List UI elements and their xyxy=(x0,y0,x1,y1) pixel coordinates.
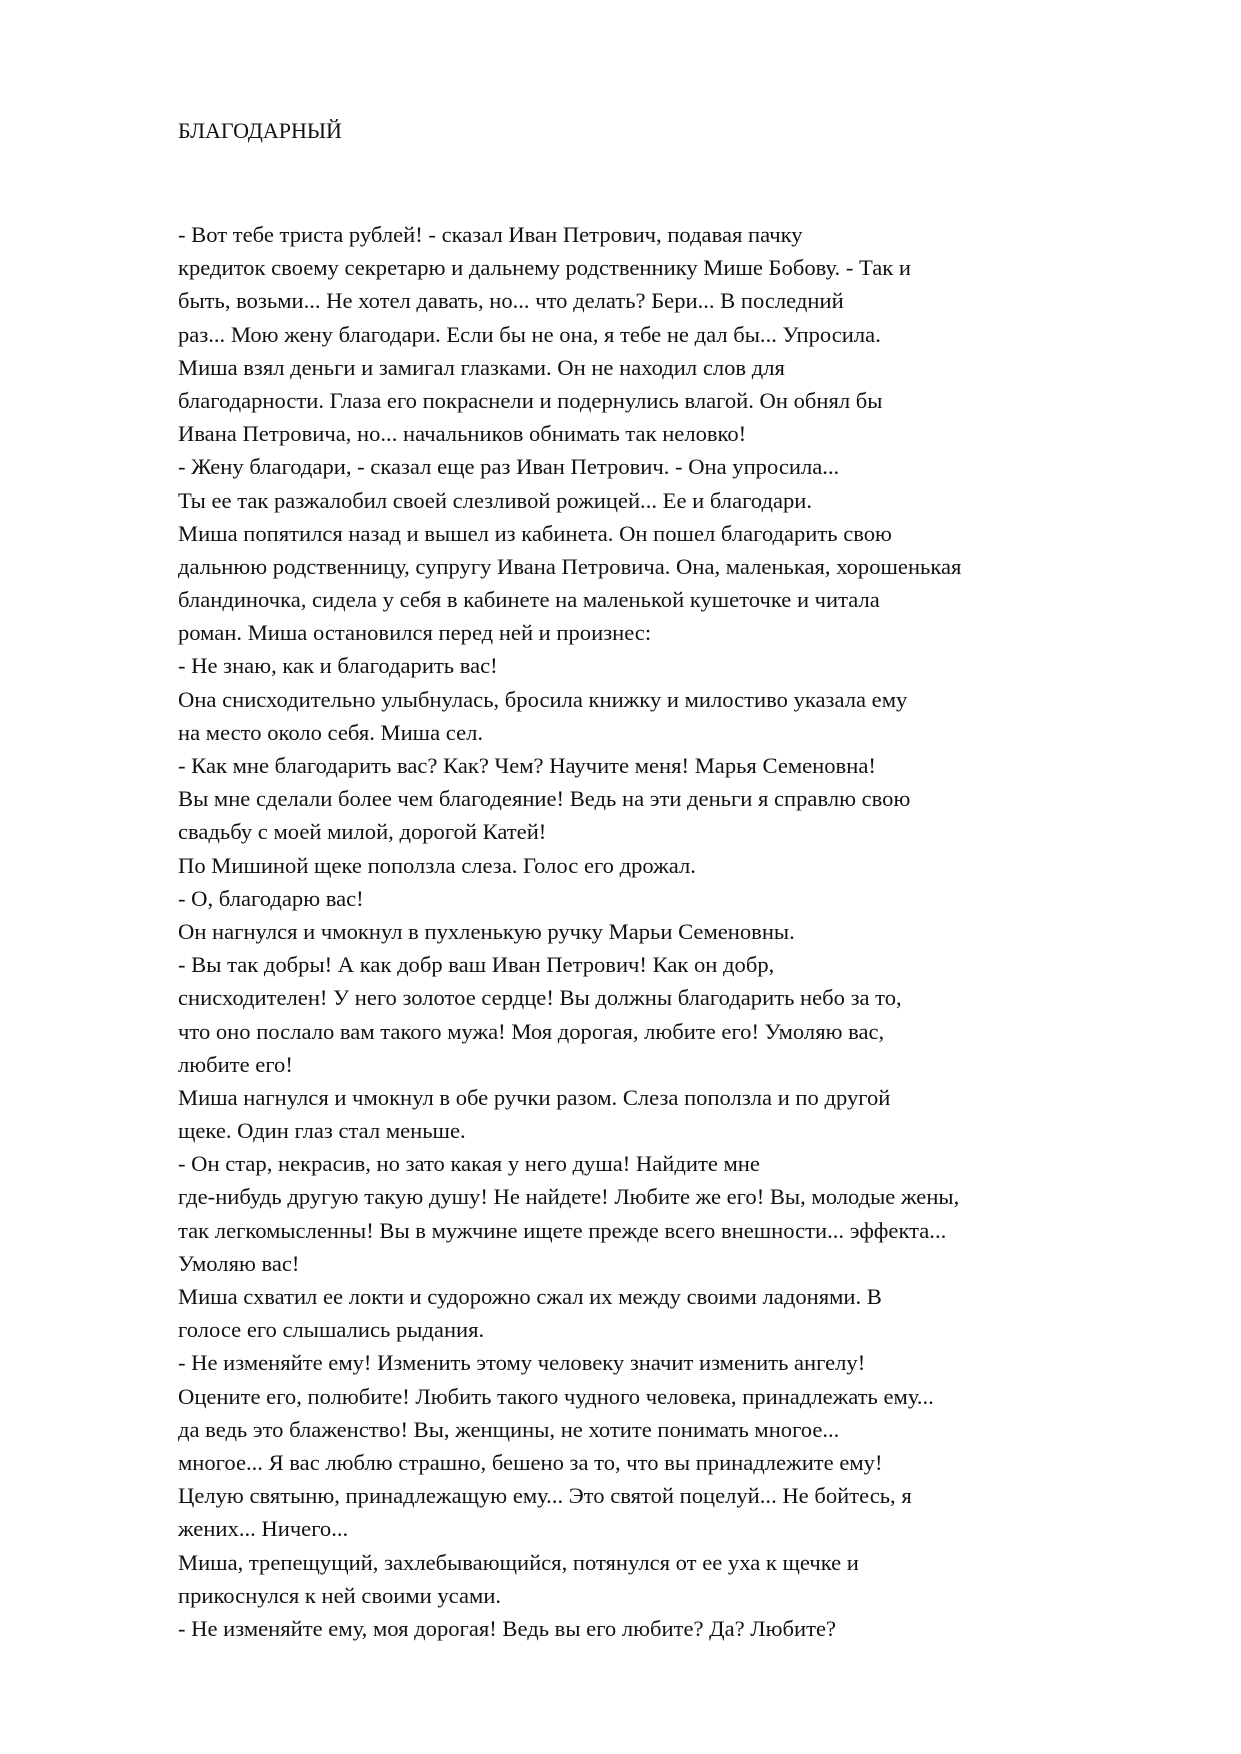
text-line: Миша попятился назад и вышел из кабинета. Он пошел благодарить свою xyxy=(178,520,892,546)
text-line: Миша схватил ее локти и судорожно сжал их между своими ладонями. В xyxy=(178,1284,882,1309)
text-line: Вы мне сделали более чем благодеяние! Ведь на эти деньги я справлю свою xyxy=(178,786,911,812)
text-line: снисходителен! У него золотое сердце! Вы должны благодарить небо за то, xyxy=(178,985,902,1011)
text-line: - О, благодарю вас! xyxy=(178,885,364,911)
text-line: любите его! xyxy=(178,1051,293,1077)
text-line: да ведь это блаженство! Вы, женщины, не хотите понимать многое... xyxy=(178,1416,840,1442)
text-line: Она снисходительно улыбнулась, бросила книжку и милостиво указала ему xyxy=(178,686,908,712)
text-line: Умоляю вас! xyxy=(178,1250,300,1276)
text-line: свадьбу с моей милой, дорогой Катей! xyxy=(178,819,547,845)
text-line: Миша, трепещущий, захлебывающийся, потянулся от ее уха к щечке и xyxy=(178,1549,859,1575)
text-line: Оцените его, полюбите! Любить такого чудного человека, принадлежать ему... xyxy=(178,1383,934,1409)
text-line: так легкомысленны! Вы в мужчине ищете прежде всего внешности... эффекта... xyxy=(178,1217,947,1243)
text-line: Ты ее так разжалобил своей слезливой рожицей... Ее и благодари. xyxy=(178,487,813,513)
text-line: быть, возьми... Не хотел давать, но... что делать? Бери... В последний xyxy=(178,288,844,314)
text-line: раз... Мою жену благодари. Если бы не она, я тебе не дал бы... Упросила. xyxy=(178,321,881,347)
text-line: - Не знаю, как и благодарить вас! xyxy=(178,653,498,679)
text-line: кредиток своему секретарю и дальнему родственнику Мише Бобову. - Так и xyxy=(178,255,911,281)
text-line: роман. Миша остановился перед ней и произнес: xyxy=(178,620,652,646)
text-line: - Как мне благодарить вас? Как? Чем? Научите меня! Марья Семеновна! xyxy=(178,753,876,778)
text-line: голосе его слышались рыдания. xyxy=(178,1317,485,1343)
story-title: БЛАГОДАРНЫЙ xyxy=(178,118,342,143)
text-line: - Вы так добры! А как добр ваш Иван Петрович! Как он добр, xyxy=(178,952,775,978)
text-line: - Он стар, некрасив, но зато какая у него душа! Найдите мне xyxy=(178,1151,760,1177)
text-line: что оно послало вам такого мужа! Моя дорогая, любите его! Умоляю вас, xyxy=(178,1018,885,1044)
text-line: - Вот тебе триста рублей! - сказал Иван Петрович, подавая пачку xyxy=(178,222,803,247)
text-line: - Не изменяйте ему! Изменить этому человеку значит изменить ангелу! xyxy=(178,1350,866,1376)
text-line: - Жену благодари, - сказал еще раз Иван Петрович. - Она упросила... xyxy=(178,454,840,480)
story-body xyxy=(178,218,1078,1645)
text-line: Миша нагнулся и чмокнул в обе ручки разом. Слеза поползла и по другой xyxy=(178,1084,891,1110)
text-line: Ивана Петровича, но... начальников обнимать так неловко! xyxy=(178,421,747,447)
text-line: дальнюю родственницу, супругу Ивана Петровича. Она, маленькая, хорошенькая xyxy=(178,553,962,579)
text-line: щеке. Один глаз стал меньше. xyxy=(178,1118,466,1144)
text-line: По Мишиной щеке поползла слеза. Голос его дрожал. xyxy=(178,852,696,878)
text-line: прикоснулся к ней своими усами. xyxy=(178,1582,502,1608)
text-line: Он нагнулся и чмокнул в пухленькую ручку Марьи Семеновны. xyxy=(178,918,795,944)
text-line: Целую святыню, принадлежащую ему... Это святой поцелуй... Не бойтесь, я xyxy=(178,1483,912,1509)
text-line: многое... Я вас люблю страшно, бешено за то, что вы принадлежите ему! xyxy=(178,1449,883,1475)
text-line: бландиночка, сидела у себя в кабинете на маленькой кушеточке и читала xyxy=(178,587,880,613)
text-line: жених... Ничего... xyxy=(178,1516,349,1542)
text-line: Миша взял деньги и замигал глазками. Он не находил слов для xyxy=(178,354,785,380)
text-line: - Не изменяйте ему, моя дорогая! Ведь вы его любите? Да? Любите? xyxy=(178,1615,836,1641)
text-line: на место около себя. Миша сел. xyxy=(178,719,484,745)
text-line: благодарности. Глаза его покраснели и подернулись влагой. Он обнял бы xyxy=(178,387,883,413)
text-line: где-нибудь другую такую душу! Не найдете! Любите же его! Вы, молодые жены, xyxy=(178,1184,960,1210)
